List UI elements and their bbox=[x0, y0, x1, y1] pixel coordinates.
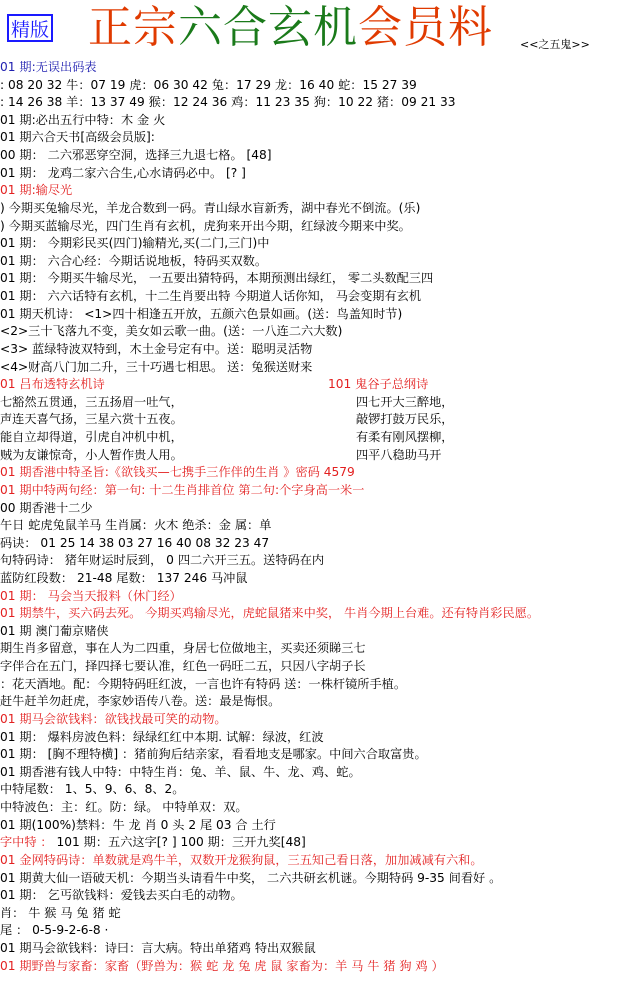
text-line: 01 期天机诗： <1>四十相逢五开放，五颜六色景如画。(送：鸟盖知时节) bbox=[0, 306, 403, 321]
text-line: 贼为友谦惊奇，小人暂作贵人用。 bbox=[0, 447, 183, 462]
text-line: 01 期马会欲钱料：欲钱找最可笑的动物。 bbox=[0, 711, 227, 726]
text-line: 01 期： [胸不理特横] ：猪前狗后结亲家，看看地支是哪家。中间六合取富贵。 bbox=[0, 747, 427, 762]
page-title bbox=[88, 2, 493, 54]
right-column-line: 有柔有刚风摆柳， bbox=[356, 430, 454, 445]
text-line: 中特尾数： 1、5、9、6、8、2。 bbox=[0, 782, 185, 797]
text-line: 中特波色：主：红。防：绿。 中特单双：双。 bbox=[0, 800, 248, 815]
text-line: 01 期六合天书[高级会员版]: bbox=[0, 130, 155, 145]
text-line: 00 期香港十二少 bbox=[0, 500, 93, 515]
text-line-rest: 101 期：五六这字[? ] 100 期：三开九奖[48] bbox=[52, 835, 306, 850]
text-line: 01 期中特两句经：第一句: 十二生肖排首位 第二句:个字身高一米一 bbox=[0, 482, 365, 497]
text-line: 尾 ： 0-5-9-2-6-8 · bbox=[0, 923, 109, 938]
text-line: ) 今期买蓝输尽光，四门生肖有玄机，虎狗来开出今期，红绿波今期来中奖。 bbox=[0, 218, 411, 233]
text-line: 七豁然五贯通，三五扬眉一吐气， bbox=[0, 394, 183, 409]
text-line: 声连天喜气扬，三星六赏十五夜。 bbox=[0, 412, 183, 427]
text-line: <4>财高八门加二升，三十巧遇七相思。 送：兔猴送财来 bbox=[0, 359, 313, 374]
text-line: ) 今期买兔输尽光，羊龙合数到一码。青山绿水盲新秀，湖中春光不倒流。(乐) bbox=[0, 200, 421, 215]
text-line: 01 期： 六合心经：今期话说地板，特码买双数。 bbox=[0, 253, 268, 268]
right-column-line: 101 鬼谷子总纲诗 bbox=[328, 377, 429, 392]
header bbox=[0, 0, 621, 58]
text-line: 01 期香港有钱人中特：中特生肖：兔、羊、鼠、牛、龙、鸡、蛇。 bbox=[0, 764, 361, 779]
right-column-line: 四平八稳助马开 bbox=[356, 447, 442, 462]
text-line: 01 期： 今期彩民买(四门)输精光,买(二门,三门)中 bbox=[0, 236, 270, 251]
text-line: 01 期:必出五行中特：木 金 火 bbox=[0, 112, 166, 127]
text-line: 01 期 澳门葡京赌侠 bbox=[0, 623, 109, 638]
right-column-line: 敲锣打鼓万民乐， bbox=[356, 412, 454, 427]
text-line: 01 期(100%)禁料：牛 龙 肖 0 头 2 尾 03 合 土行 bbox=[0, 817, 276, 832]
text-line: 01 期野兽与家畜：家畜（野兽为：猴 蛇 龙 兔 虎 鼠 家畜为：羊 马 牛 猪 狗 鸡 ） bbox=[0, 958, 444, 973]
text-line bbox=[0, 833, 306, 851]
text-line: 01 期： 马会当天报料（休门经） bbox=[0, 588, 182, 603]
text-line: 01 期： 乞丐欲钱料：爱钱去买白毛的动物。 bbox=[0, 888, 243, 903]
text-line: 蓝防红段数： 21-48 尾数： 137 246 马冲鼠 bbox=[0, 570, 248, 585]
text-line: 01 期禁牛，买六码去死。 今期买鸡输尽光，虎蛇鼠猪来中奖， 牛肖今期上台难。还有特肖彩民愿。 bbox=[0, 606, 540, 621]
text-line-highlight: 字中特 ： bbox=[0, 835, 53, 850]
text-line: ：花天酒地。配：今期特码旺红波，一言也许有特码 送：一株杆镜所手植。 bbox=[0, 676, 407, 691]
text-line: 01 期： 六六话特有玄机，十二生肖要出特 今期道人话你知， 马会变期有玄机 bbox=[0, 289, 422, 304]
text-line: <3> 蓝绿特波双特到，木土金号定有中。送：聪明灵活物 bbox=[0, 341, 313, 356]
text-line: 01 期： 爆料房波色料：绿绿红红中本期. 试解：绿波，红波 bbox=[0, 729, 324, 744]
text-line: : 08 20 32 牛：07 19 虎：06 30 42 兔：17 29 龙：16 40 蛇：15 27 39 bbox=[0, 77, 417, 92]
text-line: 01 吕布透特玄机诗 bbox=[0, 377, 105, 392]
text-line: 01 期香港中特圣旨:《欲钱买—七携手三作伴的生肖 》密码 4579 bbox=[0, 465, 355, 480]
text-line: 能自立却得道，引虎自冲机中机， bbox=[0, 430, 183, 445]
text-line: 01 期:输尽光 bbox=[0, 183, 73, 198]
text-line: 赶牛赶羊勿赶虎，李家妙语传八卷。送：最是悔恨。 bbox=[0, 694, 281, 709]
right-column-line: 四七开大三醉地， bbox=[356, 394, 454, 409]
text-line: 01 期:无误出码表 bbox=[0, 60, 97, 74]
text-line: 字伴合在五门，择四择七要认准，红色一码旺二五，只因八字胡子长 bbox=[0, 659, 366, 674]
text-line: 01 金网特码诗：单数就是鸡牛羊，双数开龙猴狗鼠，三五知己看日落，加加减减有六和。 bbox=[0, 852, 483, 867]
text-line: : 14 26 38 羊：13 37 49 猴：12 24 36 鸡：11 23 35 狗：10 22 猪：09 21 33 bbox=[0, 95, 456, 110]
page-subtitle: <<之五鬼>> bbox=[520, 38, 590, 51]
text-line: 01 期黄大仙一语破天机：今期当头请看牛中奖， 二六共研玄机谜。今期特码 9-35 间看好 。 bbox=[0, 870, 502, 885]
title-part-1: 正宗 bbox=[88, 2, 178, 53]
text-line: 期生肖多留意，事在人为二四重，身居七位做地主，买卖还须睇三七 bbox=[0, 641, 366, 656]
text-line: 01 期： 龙鸡二家六合生,心水请码必中。 [? ] bbox=[0, 165, 246, 180]
text-line: 00 期： 二六邪恶穿空洞，选择三九退七格。 [48] bbox=[0, 148, 272, 163]
text-line: 句特码诗： 猪年财运时辰到， 0 四二六开三五。送特码在内 bbox=[0, 553, 325, 568]
premium-badge: 精版 bbox=[7, 14, 53, 42]
title-part-2: 六合玄机 bbox=[178, 2, 358, 53]
text-line: 肖： 牛 猴 马 兔 猪 蛇 bbox=[0, 905, 121, 920]
title-part-3: 会员料 bbox=[358, 2, 493, 53]
text-line: 码诀： 01 25 14 38 03 27 16 40 08 32 23 47 bbox=[0, 535, 270, 550]
text-line: 01 期： 今期买牛输尽光， 一五要出猜特码，本期预测出绿红， 零二头数配三四 bbox=[0, 271, 434, 286]
text-line: 01 期马会欲钱料：诗曰：言大病。特出单猪鸡 特出双猴鼠 bbox=[0, 941, 316, 955]
text-line: <2>三十飞落九不变，美女如云歌一曲。(送：一八连二六大数) bbox=[0, 324, 343, 339]
text-line: 午日 蛇虎兔鼠羊马 生肖属：火木 绝杀：金 属：单 bbox=[0, 518, 272, 533]
